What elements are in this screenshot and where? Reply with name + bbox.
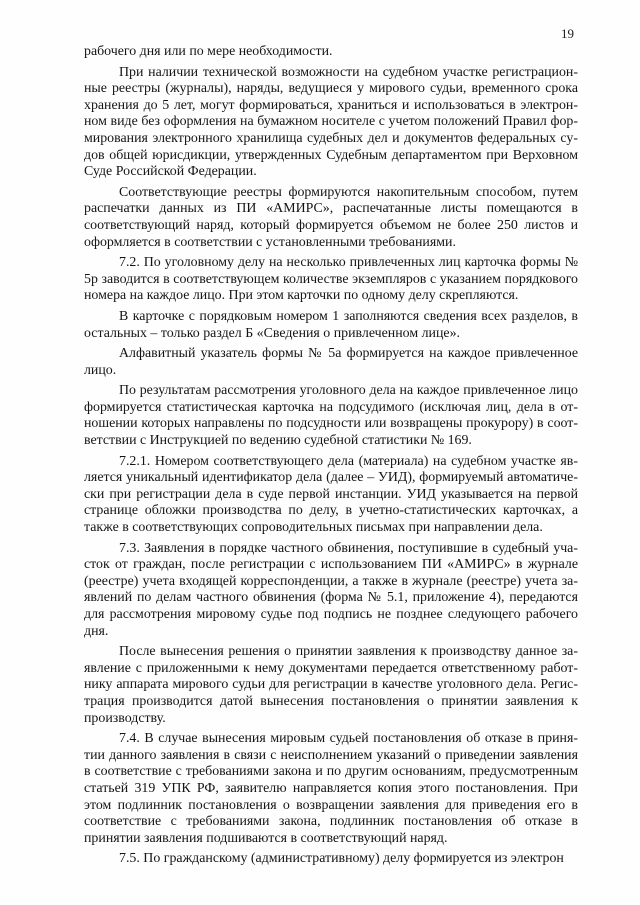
paragraph: 7.5. По гражданскому (административному) делу формируется из электрон (119, 851, 564, 867)
paragraph: 7.2.1. Номером соответствующего дела (материала) на судебном участке является уникальный идентификатор дела (далее – УИД), формируемый автоматически при регистрации дела в суде первой инстанции. УИД указывается на первой странице обложки производства по делу, в учетно-статистических карточках, а также в соответствующих сопроводительных письмах при направлении дела. (84, 453, 578, 536)
paragraph: По результатам рассмотрения уголовного дела на каждое привлеченное лицо формируется статистическая карточка на подсудимого (исключая лиц, дела в отношении которых направлены по подсудности или возвращены прокурору) в соответствии с Инструкцией по ведению судебной статистики № 169. (84, 383, 578, 449)
paragraph: В карточке с порядковым номером 1 заполняются сведения всех разделов, в остальных – только раздел Б «Сведения о привлеченном лице». (84, 308, 578, 341)
paragraph: Соответствующие реестры формируются накопительным способом, путем распечатки данных из ПИ «АМИРС», распечатанные листы помещаются в соответствующий наряд, который формируется объемом не более 250 листов и оформляется в соответствии с установленными требованиями. (84, 184, 578, 250)
document-body (84, 44, 578, 872)
paragraph: При наличии технической возможности на судебном участке регистрационные реестры (журналы), наряды, ведущиеся у мирового судьи, временного срока хранения до 5 лет, могут формироваться, храниться и использоваться в электронном виде без оформления на бумажном носителе с учетом положений Правил формирования электронного хранилища судебных дел и документов федеральных судов общей юрисдикции, утвержденных Судебным департаментом при Верховном Суде Российской Федерации. (84, 64, 578, 180)
page-number: 19 (561, 26, 574, 41)
paragraph: Алфавитный указатель формы № 5а формируется на каждое привлеченное лицо. (84, 346, 578, 378)
paragraph: После вынесения решения о принятии заявления к производству данное заявление с приложенными к нему документами передается ответственному работнику аппарата мирового судьи для регистрации в качестве уголовного дела. Регистрация производится датой вынесения постановления о принятии заявления к производству. (84, 644, 578, 726)
paragraph: 7.3. Заявления в порядке частного обвинения, поступившие в судебный участок от граждан, после регистрации с использованием ПИ «АМИРС» в журнале (реестре) учета входящей корреспонденции, а также в журнале (реестре) учета заявлений по делам частного обвинения (форма № 5.1, приложение 4), передаются для рассмотрения мировому судье под подпись не позднее следующего рабочего дня. (84, 540, 578, 639)
paragraph: рабочего дня или по мере необходимости. (84, 44, 333, 59)
paragraph: 7.2. По уголовному делу на несколько привлеченных лиц карточка формы № 5р заводится в соответствующем количестве экземпляров с указанием порядкового номера на каждое лицо. При этом карточки по одному делу скрепляются. (84, 255, 578, 304)
paragraph: 7.4. В случае вынесения мировым судьей постановления об отказе в принятии данного заявления в связи с неисполнением указаний о приведении заявления в соответствие с требованиями закона и по другим основаниям, предусмотренным статьей 319 УПК РФ, заявителю направляется копия этого постановления. При этом подлинник постановления о возвращении заявления для приведения его в соответствие с требованиями закона, подлинник постановления об отказе в принятии заявления подшиваются в соответствующий наряд. (84, 731, 578, 846)
